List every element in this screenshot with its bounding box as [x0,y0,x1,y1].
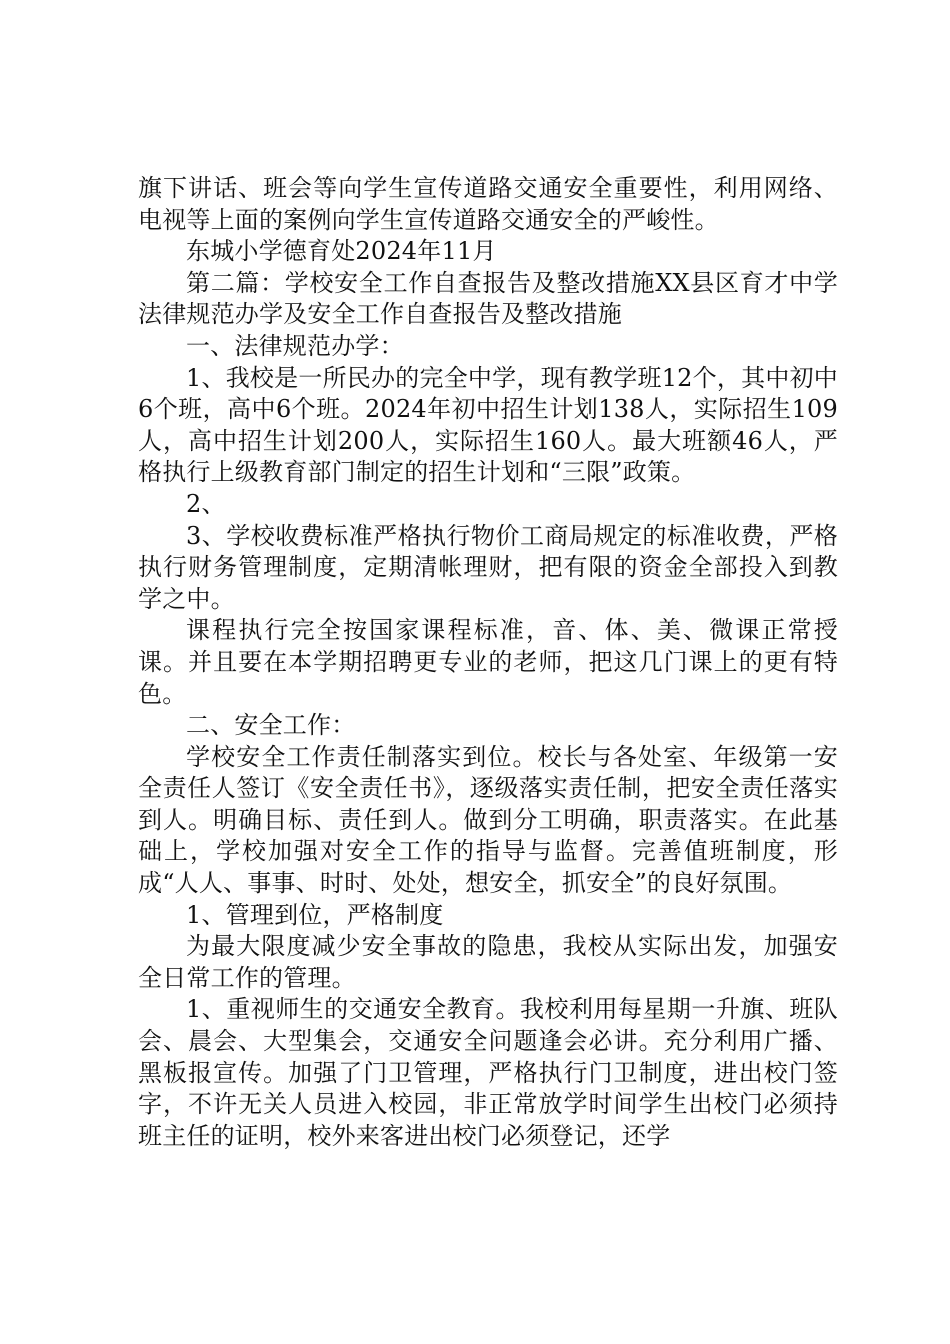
paragraph-2: 东城小学德育处2024年11月 [186,237,497,266]
paragraph-13: 1、重视师生的交通安全教育。我校利用每星期一升旗、班队会、晨会、大型集会，交通安全问题逢会必讲。充分利用广播、黑板报宣传。加强了门卫管理，严格执行门卫制度，进出校门签字，不许无关人员进入校园，非正常放学时间学生出校门必须持班主任的证明，校外来客进出校门必须登记，还学 [138,995,838,1150]
paragraph-10: 学校安全工作责任制落实到位。校长与各处室、年级第一安全责任人签订《安全责任书》，逐级落实责任制，把安全责任落实到人。明确目标、责任到人。做到分工明确，职责落实。在此基础上，学校加强对安全工作的指导与监督。完善值班制度，形成“人人、事事、时时、处处，想安全，抓安全”的良好氛围。 [138,742,838,898]
paragraph-3: 第二篇：学校安全工作自查报告及整改措施XX县区育才中学法律规范办学及安全工作自查报告及整改措施 [138,268,838,329]
paragraph-4: 一、法律规范办学： [186,331,404,360]
paragraph-1: 旗下讲话、班会等向学生宣传道路交通安全重要性，利用网络、电视等上面的案例向学生宣传道路交通安全的严峻性。 [138,174,838,234]
paragraph-8: 课程执行完全按国家课程标准，音、体、美、微课正常授课。并且要在本学期招聘更专业的老师，把这几门课上的更有特色。 [138,616,838,708]
paragraph-9: 二、安全工作： [186,711,356,740]
paragraph-11: 1、管理到位，严格制度 [186,900,444,929]
paragraph-5: 1、我校是一所民办的完全中学，现有教学班12个，其中初中6个班，高中6个班。2024年初中招生计划138人，实际招生109人，高中招生计划200人，实际招生160人。最大班额46人，严格执行上级教育部门制定的招生计划和“三限”政策。 [138,363,838,487]
paragraph-12: 为最大限度减少安全事故的隐患，我校从实际出发，加强安全日常工作的管理。 [138,932,838,992]
document-body [138,173,838,1152]
paragraph-7: 3、学校收费标准严格执行物价工商局规定的标准收费，严格执行财务管理制度，定期清帐理财，把有限的资金全部投入到教学之中。 [138,521,838,613]
paragraph-6: 2、 [186,489,226,518]
